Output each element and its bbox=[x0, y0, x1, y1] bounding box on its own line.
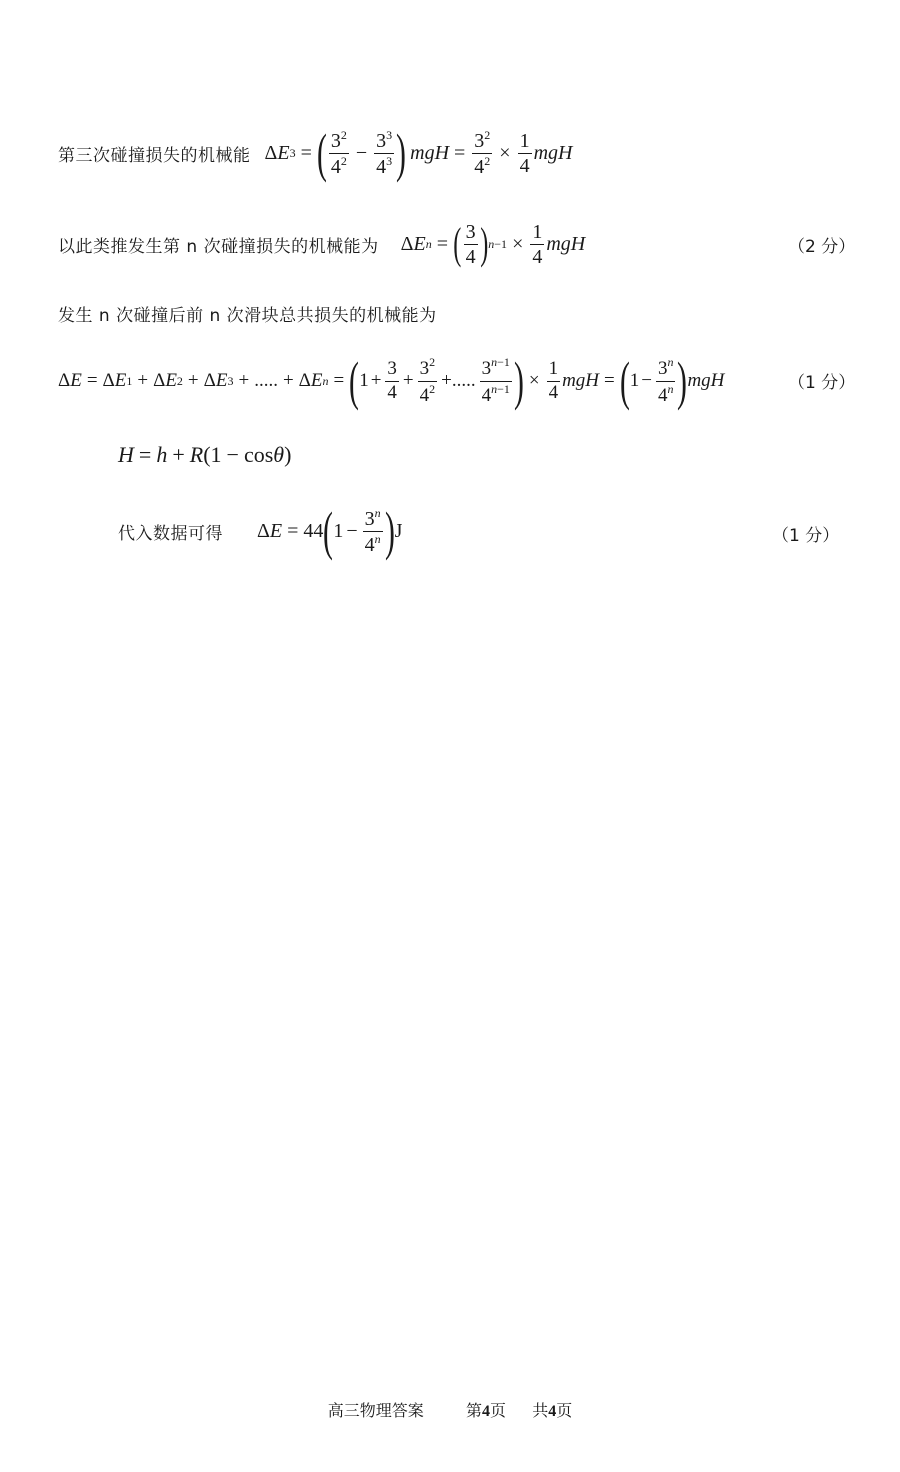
line-nth-collision bbox=[58, 212, 585, 276]
score-line4: （1 分） bbox=[788, 373, 856, 393]
footer-page-label: 第 bbox=[465, 1401, 482, 1420]
formula-delta-e3: Δ E 3 = ( $\frac{3^2}{4^2}$ − $\frac{3^3}{4^3}$ ) mgH = $\frac{3^2}{4^2}$ × $\frac{1}{4}$ mgH bbox=[264, 123, 573, 183]
score-line2: （2 分） bbox=[788, 237, 856, 257]
text-substitution: 代入数据可得 bbox=[118, 523, 223, 544]
text-nth-collision: 以此类推发生第 n 次碰撞损失的机械能为 bbox=[58, 236, 379, 257]
line-substitution bbox=[118, 496, 402, 566]
line-total-loss-formula bbox=[58, 346, 724, 416]
text-third-collision: 第三次碰撞损失的机械能 bbox=[58, 145, 251, 166]
footer-total-number: 4 bbox=[548, 1403, 557, 1420]
line-height-relation bbox=[118, 438, 291, 472]
footer-subject: 高三物理答案 bbox=[327, 1401, 424, 1420]
footer-page-number: 4 bbox=[481, 1403, 490, 1420]
line-total-loss-intro bbox=[58, 298, 437, 328]
page-footer bbox=[0, 1398, 900, 1421]
score-line6: （1 分） bbox=[772, 526, 840, 546]
formula-delta-en: Δ E n = ( $\frac{3}{4}$ ) n −1 × $\frac{1}{4}$ mgH bbox=[400, 219, 586, 268]
footer-page-unit: 页 bbox=[489, 1401, 506, 1420]
line-third-collision bbox=[58, 118, 572, 188]
formula-total-delta-e: Δ E = Δ E 1 + Δ E 2 + Δ E 3 + ..... + Δ E n = ( 1 + $\frac{3}{4}$ + $\frac{3^2}{4^2}$ +..... $\frac{3^{n-1}}{4^{n-1}}$ ) × $\frac{1}{4}$ mgH = ( 1 − $\frac{3^n}{4^n}$ ) mgH bbox=[58, 351, 725, 411]
text-total-loss-intro: 发生 n 次碰撞后前 n 次滑块总共损失的机械能为 bbox=[58, 305, 437, 326]
footer-total-unit: 页 bbox=[556, 1401, 573, 1420]
footer-total-label: 共 bbox=[532, 1401, 549, 1420]
formula-height: H = h + R (1 − cos θ ) bbox=[118, 442, 292, 467]
formula-result: Δ E = 44 ( 1 − $\frac{3^n}{4^n}$ ) J bbox=[257, 501, 403, 561]
